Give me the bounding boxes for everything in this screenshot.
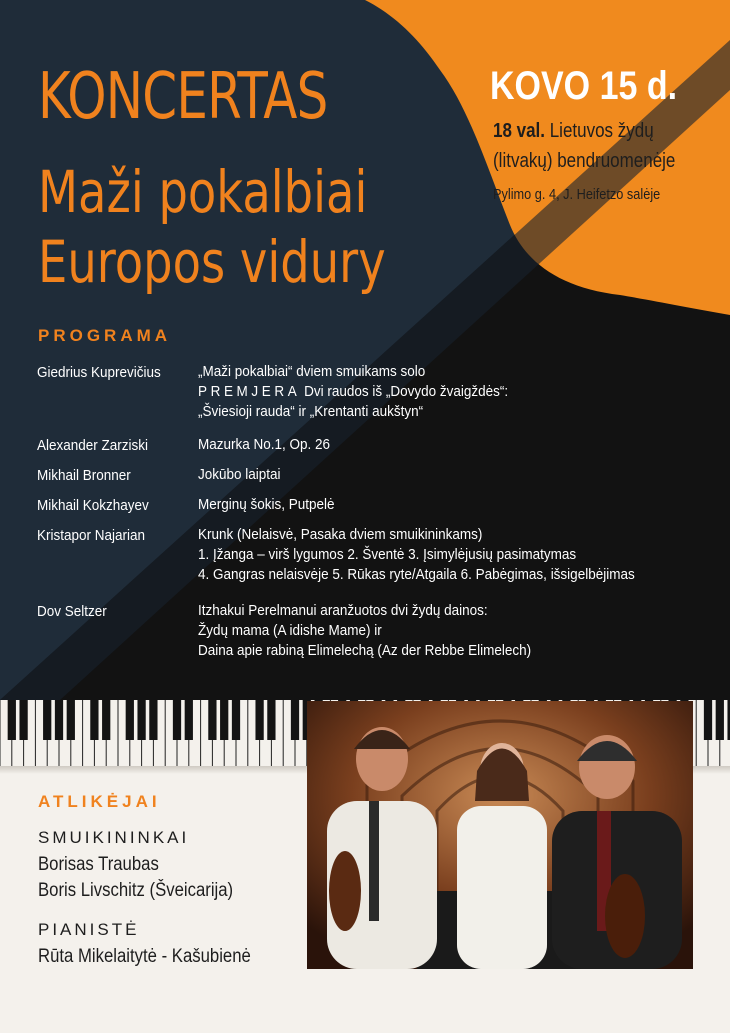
black-key xyxy=(220,700,228,740)
pianist-name: Rūta Mikelaitytė - Kašubienė xyxy=(38,946,251,967)
concert-date: KOVO 15 d. xyxy=(490,64,678,108)
black-key xyxy=(90,700,98,740)
composer-name: Giedrius Kuprevičius xyxy=(37,364,161,381)
violinist-name: Borisas Traubas xyxy=(38,854,159,875)
black-key xyxy=(185,700,193,740)
performers-photo xyxy=(307,701,693,969)
concert-time: 18 val. xyxy=(493,120,545,142)
program-piece xyxy=(198,601,531,661)
black-key xyxy=(126,700,134,740)
program-piece xyxy=(198,465,281,485)
program-heading: PROGRAMA xyxy=(38,326,172,345)
black-key xyxy=(149,700,157,740)
piece-line: „Šviesioji rauda“ ir „Krentanti aukštyn“ xyxy=(198,403,424,420)
piece-line: 1. Įžanga – virš lygumos 2. Šventė 3. Įsimylėjusių pasimatymas xyxy=(198,546,577,563)
composer-name: Mikhail Kokzhayev xyxy=(37,497,149,514)
venue-line1 xyxy=(493,120,654,143)
composer-name: Kristapor Najarian xyxy=(37,527,146,544)
piece-line: Krunk (Nelaisvė, Pasaka dviem smuikininkams) xyxy=(198,526,483,543)
black-key xyxy=(267,700,275,740)
concert-subtitle-line2: Europos vidury xyxy=(38,228,386,296)
black-key xyxy=(43,700,51,740)
black-key xyxy=(232,700,240,740)
concert-title: KONCERTAS xyxy=(38,60,328,134)
concert-subtitle-line1: Maži pokalbiai xyxy=(38,158,368,226)
premiere-text: Dvi raudos iš „Dovydo žvaigždės“: xyxy=(304,383,509,400)
venue-line2: (litvakų) bendruomenėje xyxy=(493,150,676,172)
black-key xyxy=(55,700,63,740)
performers-photo-illustration xyxy=(307,701,693,969)
violinist-name: Boris Livschitz (Šveicarija) xyxy=(38,880,234,901)
piece-line: Žydų mama (A idishe Mame) ir xyxy=(198,622,382,639)
black-key xyxy=(704,700,712,740)
piece-line: Jokūbo laiptai xyxy=(198,466,281,483)
premiere-label: PREMJERA xyxy=(198,383,301,400)
black-key xyxy=(716,700,724,740)
black-key xyxy=(67,700,75,740)
composer-name: Mikhail Bronner xyxy=(37,467,131,484)
black-key xyxy=(291,700,299,740)
piece-line: „Maži pokalbiai“ dviem smuikams solo xyxy=(198,363,426,380)
black-key xyxy=(255,700,263,740)
program-piece xyxy=(198,525,635,585)
program-piece xyxy=(198,495,335,515)
black-key xyxy=(102,700,110,740)
piece-line: Merginų šokis, Putpelė xyxy=(198,496,335,513)
violinists-label: SMUIKININKAI xyxy=(38,828,190,847)
pianist-label: PIANISTĖ xyxy=(38,920,140,939)
black-key xyxy=(137,700,145,740)
composer-name: Dov Seltzer xyxy=(37,603,107,620)
piece-line: Itzhakui Perelmanui aranžuotos dvi žydų dainos: xyxy=(198,602,488,619)
piece-line xyxy=(198,382,508,402)
black-key xyxy=(208,700,216,740)
performers-heading: ATLIKĖJAI xyxy=(38,792,161,811)
piece-line: Mazurka No.1, Op. 26 xyxy=(198,436,331,453)
venue-name: Lietuvos žydų xyxy=(549,120,654,142)
program-piece xyxy=(198,435,330,455)
black-key xyxy=(19,700,27,740)
piece-line: 4. Gangras nelaisvėje 5. Rūkas ryte/Atgaila 6. Pabėgimas, išsigelbėjimas xyxy=(198,566,635,583)
program-piece xyxy=(198,362,508,422)
black-key xyxy=(173,700,181,740)
venue-address: Pylimo g. 4, J. Heifetzo salėje xyxy=(493,186,661,203)
piece-line: Daina apie rabiną Elimelechą (Az der Rebbe Elimelech) xyxy=(198,642,532,659)
composer-name: Alexander Zarziski xyxy=(37,437,149,454)
black-key xyxy=(8,700,16,740)
